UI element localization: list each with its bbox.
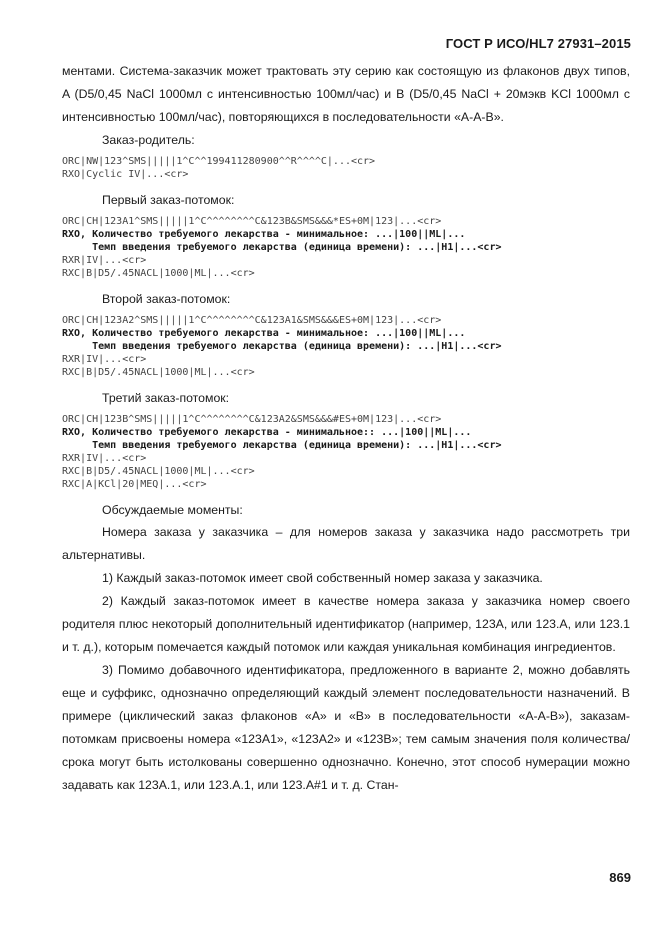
code-line: RXC|B|D5/.45NACL|1000|ML|...<cr> (62, 367, 255, 378)
child3-order-label: Третий заказ-потомок: (102, 391, 230, 405)
code-line: RXO, Количество требуемого лекарства - минимальное: ...|100||ML|... (62, 328, 466, 339)
code-line: ORC|CH|123A1^SMS|||||1^C^^^^^^^^C&123B&SMS&&&*ES+0M|123|...<cr> (62, 216, 442, 227)
discussion-paragraph: Номера заказа у заказчика – для номеров заказа у заказчика надо рассмотреть три альтернативы. (62, 525, 630, 562)
page-content (62, 60, 630, 797)
discussion-paragraph: 2) Каждый заказ-потомок имеет в качестве номера заказа у заказчика номер своего родителя плюс некоторый дополнительный идентификатор (например, 123A, или 123.A, или 123.1 и т. д.), которым помечается каждый потомок или каждая уникальная комбинация ингредиентов. (62, 594, 630, 654)
child1-order-label: Первый заказ-потомок: (102, 193, 235, 207)
child2-order-label: Второй заказ-потомок: (102, 292, 231, 306)
code-line: RXC|B|D5/.45NACL|1000|ML|...<cr> (62, 466, 255, 477)
code-line: RXR|IV|...<cr> (62, 255, 147, 266)
code-line: ORC|NW|123^SMS|||||1^C^^199411280900^^R^^^^C|...<cr> (62, 156, 376, 167)
code-line: RXO, Количество требуемого лекарства - минимальное:: ...|100||ML|... (62, 427, 472, 438)
code-line: RXR|IV|...<cr> (62, 354, 147, 365)
code-line: Темп введения требуемого лекарства (единица времени): ...|H1|...<cr> (62, 242, 502, 253)
code-line: Темп введения требуемого лекарства (единица времени): ...|H1|...<cr> (62, 341, 502, 352)
parent-order-label: Заказ-родитель: (102, 133, 195, 147)
intro-paragraph: ментами. Система-заказчик может трактовать эту серию как состоящую из флаконов двух типов, A (D5/0,45 NaCl 1000мл с интенсивностью 100мл/час) и B (D5/0,45 NaCl + 20мэкв KCl 1000мл с интенсивностью 100мл/час), повторяющихся в последовательности «A-A-B». (62, 64, 630, 124)
standard-header: ГОСТ Р ИСО/HL7 27931–2015 (445, 36, 631, 51)
code-line: RXR|IV|...<cr> (62, 453, 147, 464)
code-line: RXC|A|KCl|20|MEQ|...<cr> (62, 479, 207, 490)
child3-order-code (62, 413, 630, 491)
code-line: RXO, Количество требуемого лекарства - минимальное: ...|100||ML|... (62, 229, 466, 240)
code-line: ORC|CH|123A2^SMS|||||1^C^^^^^^^^C&123A1&SMS&&&ES+0M|123|...<cr> (62, 315, 442, 326)
discussion-paragraph: 3) Помимо добавочного идентификатора, предложенного в варианте 2, можно добавлять еще и суффикс, однозначно определяющий каждый элемент последовательности назначений. В примере (циклический заказ флаконов «A» и «B» в последовательности «A-A-B»), заказам-потомкам присвоены номера «123A1», «123A2» и «123B»; тем самым значения поля количества/срока могут быть истолкованы совершенно однозначно. Конечно, этот способ нумерации можно задавать как 123A.1, или 123.A.1, или 123.A#1 и т. д. Стан- (62, 663, 630, 792)
page-number: 869 (609, 870, 631, 885)
parent-order-code (62, 155, 630, 181)
child2-order-code (62, 314, 630, 379)
code-line: Темп введения требуемого лекарства (единица времени): ...|H1|...<cr> (62, 440, 502, 451)
child1-order-code (62, 215, 630, 280)
code-line: RXC|B|D5/.45NACL|1000|ML|...<cr> (62, 268, 255, 279)
code-line: ORC|CH|123B^SMS|||||1^C^^^^^^^^C&123A2&SMS&&&#ES+0M|123|...<cr> (62, 414, 442, 425)
discussion-paragraph: 1) Каждый заказ-потомок имеет свой собственный номер заказа у заказчика. (102, 571, 543, 585)
code-line: RXO|Cyclic IV|...<cr> (62, 169, 189, 180)
discussion-label: Обсуждаемые моменты: (102, 503, 243, 517)
